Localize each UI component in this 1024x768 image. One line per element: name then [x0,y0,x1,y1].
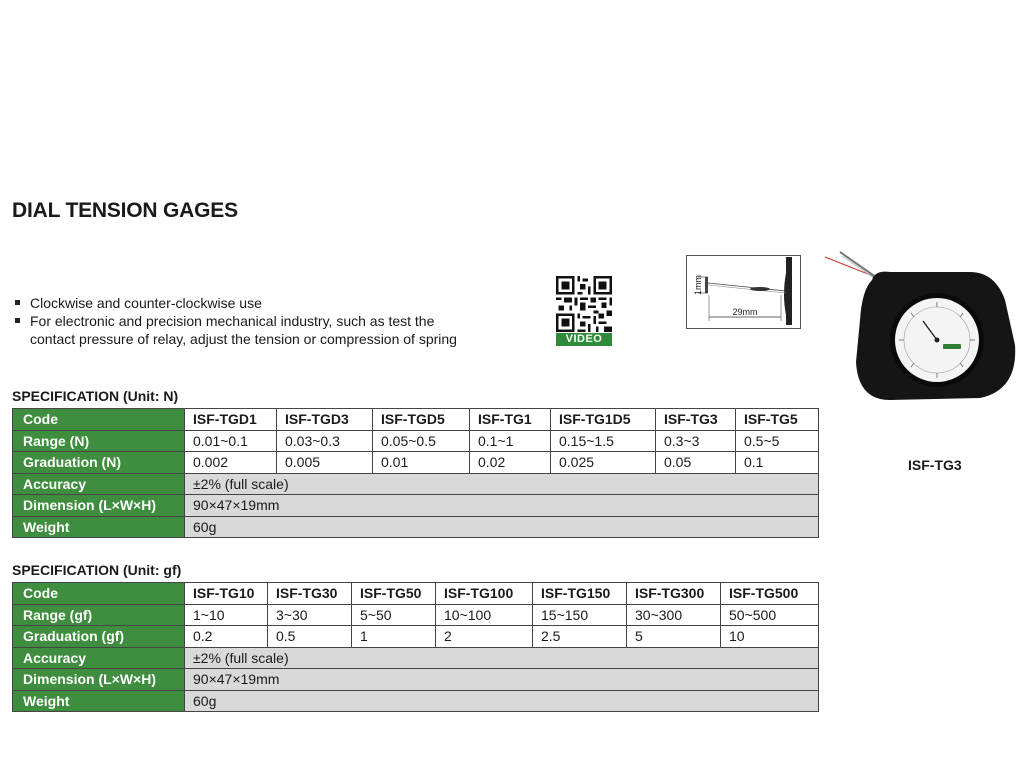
table-row [13,690,819,712]
table-cell: 0.02 [470,452,551,474]
table-cell: ISF-TGD5 [373,409,470,431]
table-cell-span: 90×47×19mm [185,495,819,517]
table-cell: 0.002 [185,452,277,474]
row-label: Weight [13,516,185,538]
feature-item: Clockwise and counter-clockwise use [12,294,457,312]
table-cell: ISF-TG300 [627,583,721,605]
table-cell: 0.01 [373,452,470,474]
product-caption: ISF-TG3 [908,457,962,473]
table-cell: 2.5 [533,626,627,648]
table-cell: 0.1 [736,452,819,474]
table-cell: ISF-TGD1 [185,409,277,431]
table-row [13,516,819,538]
table-cell: 0.005 [277,452,373,474]
table-cell: 50~500 [721,604,819,626]
table-row [13,647,819,669]
table-cell: 1~10 [185,604,268,626]
table-cell: ISF-TG10 [185,583,268,605]
table-cell: 0.025 [551,452,656,474]
table-cell: 5 [627,626,721,648]
table-cell: ISF-TG150 [533,583,627,605]
table-cell: 15~150 [533,604,627,626]
table-row [13,495,819,517]
table-cell: 0.3~3 [656,430,736,452]
spec-n-title: SPECIFICATION (Unit: N) [12,388,179,404]
table-cell: ISF-TG500 [721,583,819,605]
row-label: Dimension (L×W×H) [13,495,185,517]
feature-item-continuation: contact pressure of relay, adjust the tension or compression of spring [30,331,457,347]
table-row [13,583,819,605]
table-cell: 0.05 [656,452,736,474]
table-row [13,473,819,495]
table-cell: 0.15~1.5 [551,430,656,452]
row-label: Range (N) [13,430,185,452]
video-badge[interactable]: VIDEO [556,333,612,346]
dial-gauge-image [820,250,1020,410]
table-cell: 0.5 [268,626,352,648]
table-cell-span: 90×47×19mm [185,669,819,691]
measurement-diagram [686,255,801,329]
diagram-width-label: 29mm [732,307,758,317]
table-cell-span: 60g [185,690,819,712]
row-label: Code [13,583,185,605]
row-label: Graduation (gf) [13,626,185,648]
table-cell: ISF-TG1 [470,409,551,431]
table-cell: 5~50 [352,604,436,626]
diagram-height-label: 1mm [693,275,703,295]
table-cell: ISF-TG1D5 [551,409,656,431]
table-cell: 2 [436,626,533,648]
row-label: Graduation (N) [13,452,185,474]
table-cell: ISF-TG50 [352,583,436,605]
table-row [13,604,819,626]
table-cell: 0.1~1 [470,430,551,452]
spec-gf-title: SPECIFICATION (Unit: gf) [12,562,182,578]
table-cell: 1 [352,626,436,648]
table-row [13,430,819,452]
table-cell: ISF-TG3 [656,409,736,431]
table-row [13,669,819,691]
table-cell: 0.2 [185,626,268,648]
table-cell: 0.05~0.5 [373,430,470,452]
table-cell: 30~300 [627,604,721,626]
row-label: Accuracy [13,473,185,495]
table-cell: ISF-TG100 [436,583,533,605]
spec-table-n [12,408,819,538]
table-cell: 10~100 [436,604,533,626]
page-title: DIAL TENSION GAGES [12,199,238,222]
table-cell: 3~30 [268,604,352,626]
row-label: Weight [13,690,185,712]
table-cell-span: ±2% (full scale) [185,647,819,669]
row-label: Code [13,409,185,431]
table-cell: 0.03~0.3 [277,430,373,452]
row-label: Accuracy [13,647,185,669]
feature-list [12,294,457,348]
row-label: Dimension (L×W×H) [13,669,185,691]
spec-table-gf [12,582,819,712]
table-cell: ISF-TG5 [736,409,819,431]
table-row [13,626,819,648]
table-row [13,409,819,431]
feature-item: For electronic and precision mechanical industry, such as test the [12,312,457,330]
row-label: Range (gf) [13,604,185,626]
table-cell: 0.01~0.1 [185,430,277,452]
table-cell: 10 [721,626,819,648]
table-cell-span: ±2% (full scale) [185,473,819,495]
table-cell: ISF-TGD3 [277,409,373,431]
qr-code-icon[interactable] [556,276,612,332]
table-cell: ISF-TG30 [268,583,352,605]
table-cell-span: 60g [185,516,819,538]
table-cell: 0.5~5 [736,430,819,452]
table-row [13,452,819,474]
